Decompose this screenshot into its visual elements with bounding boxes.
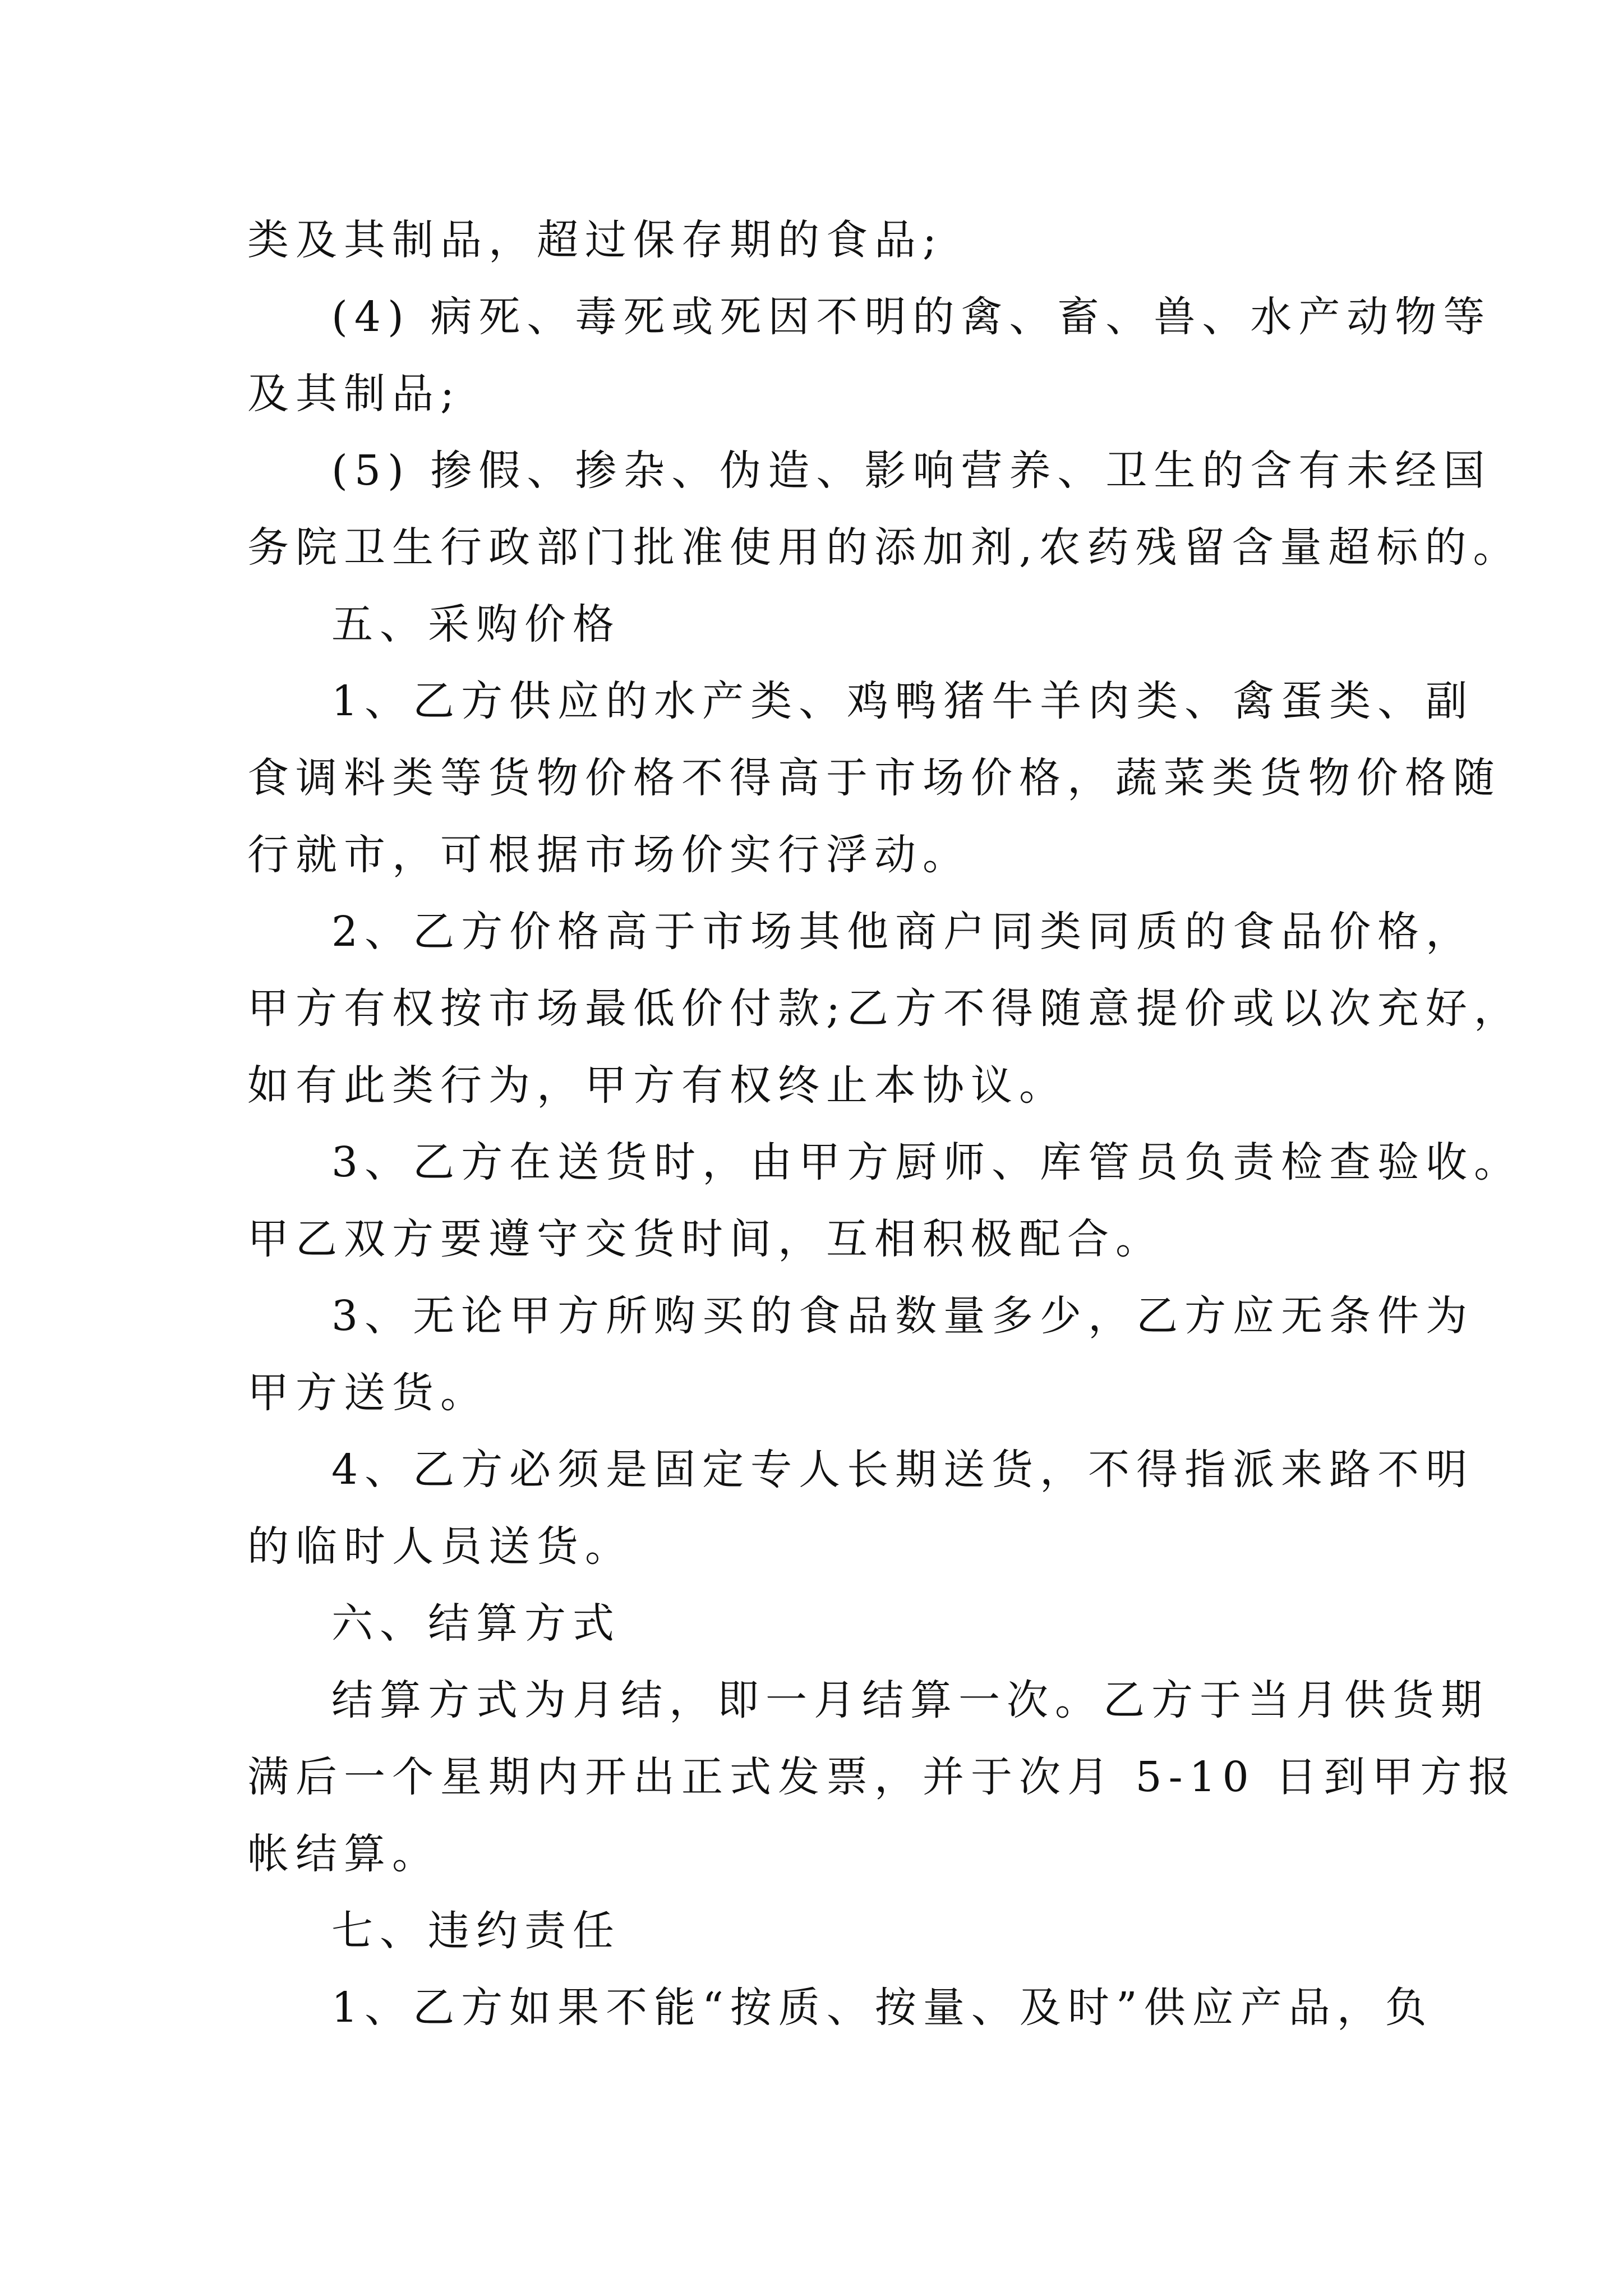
- section-heading: 五、采购价格: [331, 600, 621, 648]
- text-line: 满后一个星期内开出正式发票，并于次月 5-10 日到甲方报: [247, 1753, 1517, 1801]
- text-line: 帐结算。: [247, 1830, 440, 1878]
- document-body: [247, 202, 1523, 2046]
- text-line: 2、乙方价格高于市场其他商户同类同质的食品价格，: [331, 908, 1474, 956]
- text-line: 行就市，可根据市场价实行浮动。: [247, 831, 971, 879]
- text-line: 及其制品;: [247, 370, 461, 418]
- text-line: 的临时人员送货。: [247, 1522, 633, 1571]
- text-line: 3、无论甲方所购买的食品数量多少，乙方应无条件为: [331, 1292, 1474, 1340]
- text-line: 甲乙双方要遵守交货时间，互相积极配合。: [247, 1215, 1164, 1263]
- text-line: 甲方送货。: [247, 1369, 488, 1417]
- text-line: 食调料类等货物价格不得高于市场价格，蔬菜类货物价格随: [247, 754, 1501, 802]
- text-line: 1、乙方如果不能“按质、按量、及时”供应产品，负: [331, 1984, 1433, 2032]
- section-heading: 七、违约责任: [331, 1907, 621, 1955]
- text-line: (5) 掺假、掺杂、伪造、影响营养、卫生的含有未经国: [331, 447, 1492, 495]
- text-line: 1、乙方供应的水产类、鸡鸭猪牛羊肉类、禽蛋类、副: [331, 677, 1474, 725]
- text-line: 3、乙方在送货时，由甲方厨师、库管员负责检查验收。: [331, 1138, 1523, 1186]
- text-line: 如有此类行为，甲方有权终止本协议。: [247, 1061, 1067, 1110]
- text-line: (4) 病死、毒死或死因不明的禽、畜、兽、水产动物等: [331, 293, 1492, 341]
- text-line: 甲方有权按市场最低价付款;乙方不得随意提价或以次充好，: [247, 984, 1522, 1033]
- section-heading: 六、结算方式: [331, 1599, 621, 1648]
- text-line: 类及其制品，超过保存期的食品;: [247, 216, 943, 264]
- text-line: 4、乙方必须是固定专人长期送货，不得指派来路不明: [331, 1446, 1474, 1494]
- text-line: 结算方式为月结，即一月结算一次。乙方于当月供货期: [331, 1676, 1489, 1724]
- text-line: 务院卫生行政部门批准使用的添加剂,农药残留含量超标的。: [247, 523, 1521, 572]
